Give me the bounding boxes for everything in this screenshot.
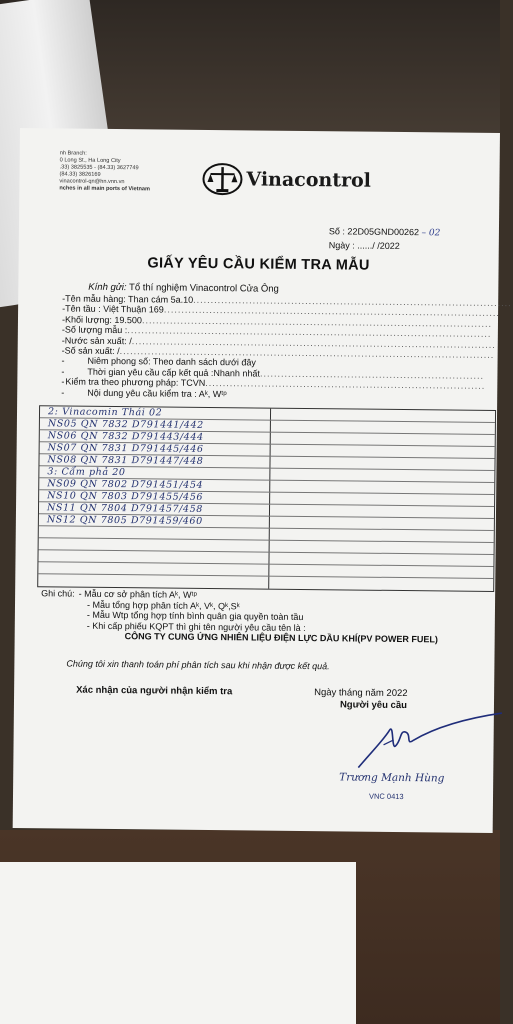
branch-line: 0 Long St., Ha Long City <box>59 157 121 165</box>
field-dots: ........................................................................................................ <box>131 335 496 350</box>
field-dots <box>227 389 486 402</box>
receiver-confirmation: Xác nhận của người nhận kiểm tra <box>76 684 233 698</box>
table-row: NS09 QN 7802 D791451/454 <box>47 478 204 491</box>
field-dots: ................................................................ <box>259 368 485 381</box>
second-sheet <box>0 862 356 1024</box>
addressee-label: Kính gửi: <box>88 281 127 294</box>
branch-line: vinacontrol-qn@hn.vnn.vn <box>59 178 125 186</box>
field-row: - Số lượng mẫu : ........................................................................................................ <box>61 324 492 340</box>
requester-label: Người yêu cầu <box>339 699 407 712</box>
branch-line: nh Branch: <box>59 150 87 157</box>
table-row: NS08 QN 7831 D791447/448 <box>47 454 204 467</box>
field-row: - Thời gian yêu cầu cấp kết quả :Nhanh nhất ................................................................ <box>61 366 485 381</box>
reference-block <box>329 225 441 253</box>
request-document <box>13 128 512 833</box>
table-rule <box>38 561 493 567</box>
branch-info <box>59 150 199 193</box>
field-label: Khối lượng: 19.500 <box>64 314 143 326</box>
addressee-value: Tổ thí nghiệm Vinacontrol Cửa Ông <box>128 282 279 295</box>
field-label: Tên mẫu hàng: Than cám 5a.10 <box>65 293 194 305</box>
table-row: NS10 QN 7803 D791455/456 <box>47 490 204 503</box>
ngay-label: Ngày : ....../ /2022 <box>328 240 400 251</box>
table-divider <box>268 409 271 589</box>
table-rule <box>39 525 494 531</box>
field-row: - Niêm phong số: Theo danh sách dưới đây <box>62 356 486 371</box>
table-row: NS07 QN 7831 D791445/446 <box>47 442 204 455</box>
field-row: - Kiểm tra theo phương pháp: TCVN ................................................................................ <box>61 376 486 392</box>
table-row: NS11 QN 7804 D791457/458 <box>46 502 203 515</box>
scale-icon <box>202 162 242 196</box>
field-row: - Khối lượng: 19.500 .................................................................................................... <box>61 314 493 329</box>
field-row: - Nội dung yêu cầu kiểm tra : Aᵏ, Wᵗᵖ <box>61 387 485 402</box>
field-label: Tên tầu : Việt Thuận 169 <box>65 303 164 315</box>
table-row: 3: Cẩm phả 20 <box>47 466 126 479</box>
table-rule <box>39 537 494 543</box>
table-row: 2: Vinacomin Thái 02 <box>47 406 163 419</box>
branch-line: nches in all main ports of Vietnam <box>59 185 151 193</box>
notes-block <box>41 588 439 645</box>
document-title: GIẤY YÊU CẦU KIỂM TRA MẪU <box>147 255 370 274</box>
so-handwritten: – 02 <box>421 228 441 239</box>
logo-text: Vinacontrol <box>246 168 372 192</box>
table-row: NS12 QN 7805 D791459/460 <box>46 514 203 527</box>
note-item: - Mẫu Wtp tổng hợp tính bình quân gia quyền toàn tầu <box>86 609 304 623</box>
note-item: - Mẫu tổng hợp phân tích Aᵏ, Vᵏ, Qᵏ,Sᵏ <box>86 599 240 611</box>
table-row: NS05 QN 7832 D791441/442 <box>47 418 204 431</box>
note-item: - Khi cấp phiếu KQPT thì ghi tên người yêu cầu tên là : <box>86 620 306 633</box>
table-rule <box>38 573 493 579</box>
company-name: CÔNG TY CUNG ỨNG NHIÊN LIỆU ĐIỆN LỰC DẦU KHÍ(PV POWER FUEL) <box>124 631 438 645</box>
stamp-code: VNC 0413 <box>368 791 404 802</box>
sample-table <box>37 405 496 592</box>
field-label: Thời gian yêu cầu cấp kết quả :Nhanh nhất <box>87 366 261 379</box>
field-label: Niêm phong số: Theo danh sách dưới đây <box>87 356 256 368</box>
so-label: Số <box>328 226 341 237</box>
field-list <box>61 293 512 401</box>
branch-line: (84.33) 3826169 <box>59 171 101 178</box>
table-row: NS06 QN 7832 D791443/444 <box>47 430 204 443</box>
field-label: Số lượng mẫu : <box>64 324 128 336</box>
signature-mark <box>353 710 504 777</box>
date-line: Ngày tháng năm 2022 <box>314 687 408 700</box>
field-label: Số sản xuất: / <box>64 345 120 357</box>
vinacontrol-logo <box>202 162 371 198</box>
field-dots: .................................................................................................... <box>141 315 493 329</box>
so-value: : 22D05GND00262 <box>342 226 420 238</box>
addressee <box>88 282 279 295</box>
note-item: - Mẫu cơ sở phân tích Aᵏ, Wᵗᵖ <box>78 588 197 600</box>
field-row: - Tên tầu : Việt Thuận 169 ................................................................................................ <box>62 303 500 319</box>
field-label: Nội dung yêu cầu kiểm tra : Aᵏ, Wᵗᵖ <box>87 387 227 399</box>
field-dots: ........................................................................................... <box>193 294 512 309</box>
payment-note: Chúng tôi xin thanh toán phí phân tích sau khi nhận được kết quả. <box>66 658 330 672</box>
field-label: Kiểm tra theo phương pháp: TCVN <box>65 376 206 389</box>
signer-name: Trương Mạnh Hùng <box>339 771 445 785</box>
branch-line: .33) 3825535 - (84.33) 3627749 <box>59 164 139 172</box>
field-row: - Số sản xuất: / ........................................................................................................... <box>61 345 495 361</box>
field-dots: ........................................................................................................... <box>119 346 495 361</box>
table-rule <box>39 549 494 555</box>
field-dots: ........................................................................................................ <box>127 325 492 340</box>
field-dots: ................................................................................................ <box>163 304 500 319</box>
field-dots: ................................................................................ <box>205 378 486 392</box>
field-row: - Tên mẫu hàng: Than cám 5a.10 ........................................................................................... <box>62 293 512 309</box>
notes-label: Ghi chú: <box>41 588 75 599</box>
field-label: Nước sản xuất: / <box>64 335 132 346</box>
field-row: - Nước sản xuất: / ........................................................................................................ <box>61 335 496 350</box>
